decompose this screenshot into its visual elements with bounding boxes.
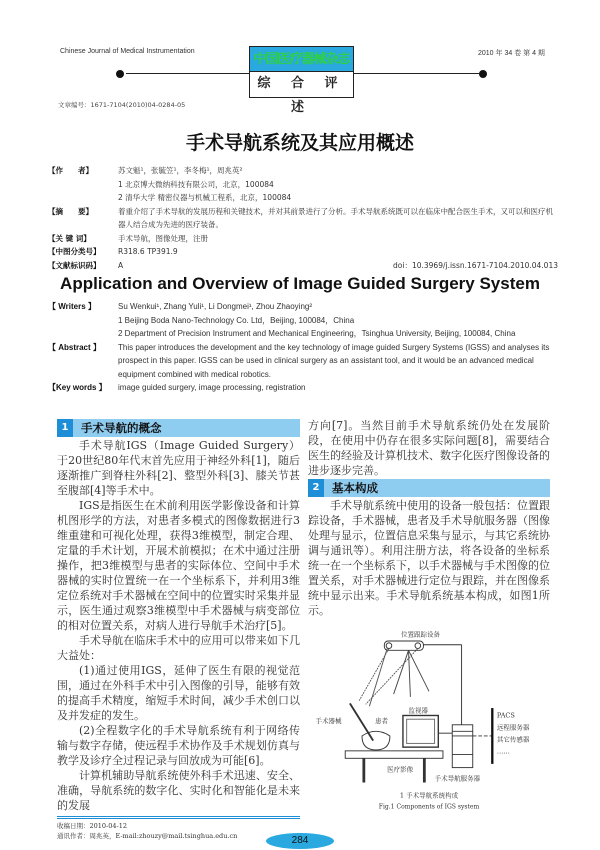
section-1-header — [57, 419, 300, 437]
keywords-en-label: 【Key words 】 — [48, 383, 107, 392]
operating-table — [345, 751, 443, 758]
footnote — [57, 821, 300, 841]
writers-label: 【 Writers 】 — [48, 302, 96, 311]
meta-cn — [48, 164, 558, 272]
title-cn: 手术导航系统及其应用概述 — [185, 132, 414, 154]
page-number: 284 — [266, 833, 334, 849]
paragraph: (2)全程数字化的手术导航系统有利于网络传输与数字存储，使远程手术协作及手术规划仿真与教学及诊疗全过程记录与回放成为可能[6]。 — [57, 724, 300, 767]
abstract-en: This paper introduces the development and the key technology of image guided Surgery Systems (IGSS) and analyses its prospect in this paper. IGSS can be used in clinical surgery as an assistant tool, and it would be an advanced medical equipment combined with medical robotics. — [118, 342, 550, 379]
label-sensors: 其它传感器 — [496, 735, 530, 744]
classification-label: 【中图分类号】 — [48, 247, 101, 256]
doc-code-label: 【文献标识码】 — [48, 260, 101, 270]
abstract-en-label: 【 Abstract 】 — [48, 342, 101, 352]
section-2-number: 2 — [308, 479, 324, 497]
footnote-rule — [57, 816, 300, 819]
keywords-en: image guided surgery, image processing, registration — [118, 383, 306, 392]
section-2-title: 基本构成 — [332, 480, 378, 495]
label-monitor: 监视器 — [408, 706, 429, 715]
meta-en — [48, 300, 558, 395]
affiliation-en-1: 1 Beijing Boda Nano-Technology Co. Ltd，Beijing, 100084，China — [118, 315, 355, 325]
doc-code: A — [118, 260, 124, 270]
journal-logo — [249, 46, 354, 115]
header-dot-left — [116, 70, 124, 78]
authors: 苏文魁¹，张毓笠¹，李冬梅¹，周兆英² — [118, 166, 243, 175]
paragraph: 计算机辅助导航系统使外科手术迅速、安全、准确，导航系统的数字化、实时化和智能化是未来的发展 — [57, 769, 300, 812]
surgical-instrument — [350, 703, 373, 740]
section-1-number: 1 — [57, 419, 73, 437]
label-remote: 远程服务器 — [496, 723, 530, 732]
paragraph-continued: 方向[7]。当然目前手术导航系统仍处在发展阶段，在使用中仍存在很多实际问题[8]，需要结合医生的经验及计算机技术、数字化医疗图像设备的进步逐步完善。 — [308, 419, 550, 477]
paragraph: 手术导航IGS（Image Guided Surgery）于20世纪80年代末首先应用于神经外科[1]，随后逐渐推广到脊柱外科[2]、整型外科[3]、膝关节甚至腹部[4]等手术中。 — [57, 439, 300, 497]
paragraph: 手术导航在临床手术中的应用可以带来如下几大益处： — [57, 634, 300, 662]
label-tracker: 位置跟踪设备 — [401, 630, 441, 639]
label-instrument: 手术器械 — [315, 716, 342, 725]
corresponding-author: 通讯作者：周兆英，E-mail:zhouzy@mail.tsinghua.edu.cn — [57, 832, 238, 840]
issue-info: 2010 年 34 卷 第 4 期 — [478, 50, 545, 57]
paragraph: 手术导航系统中使用的设备一般包括：位置跟踪设备，手术器械，患者及手术导航服务器（图像处理与显示，位置信息采集与显示，与其它系统协调与通讯等）。利用注册方法，将各设备的坐标系统一在一个坐标系下，以手术器械与手术图像的位置关系，对手术器械进行定位与跟踪，并在图像系统中显示出来。手术导航系统基本构成，如图1所示。 — [308, 499, 550, 617]
section-2-header — [308, 479, 550, 497]
received-date: 收稿日期：2010-04-12 — [57, 822, 127, 830]
left-column — [57, 418, 300, 841]
right-column — [308, 418, 550, 820]
abstract-label: 【摘 要】 — [48, 206, 93, 216]
abstract-cn: 着重介绍了手术导航的发展历程和关键技术，并对其前景进行了分析。手术导航系统既可以在临床中配合医生手术，又可以和医疗机器人结合成为先进的医疗装备。 — [118, 206, 553, 229]
figure-caption-cn: 1 手术导航系统构成 — [399, 791, 459, 800]
header-dot-right — [479, 70, 487, 78]
journal-name: Chinese Journal of Medical Instrumentation — [60, 48, 195, 55]
column-label: 综 合 评 述 — [257, 76, 346, 115]
paragraph: IGS是指医生在术前利用医学影像设备和计算机图形学的方法，对患者多模式的图像数据进行3维重建和可视化处理，获得3维模型，制定合理、定量的手术计划，开展术前模拟；在术中通过注册操作，把3维模型与患者的实际体位、空间中手术器械的实时位置统一在一个坐标系下，并利用3维定位系统对手术器械在空间中的位置实时采集并显示，医生通过观察3维模型中手术器械与病变部位的相对位置关系，对病人进行导航手术治疗[5]。 — [57, 499, 300, 632]
label-server: 手术导航服务器 — [434, 774, 481, 783]
affiliation-en-2: 2 Department of Precision Instrument and Mechanical Engineering，Tsinghua University, Beijing, 100084, China — [118, 329, 516, 338]
affiliation-2: 2 清华大学 精密仪器与机械工程系，北京，100084 — [118, 193, 292, 202]
monitor — [403, 715, 438, 747]
authors-label: 【作 者】 — [48, 166, 93, 175]
affiliation-1: 1 北京博大微纳科技有限公司，北京，100084 — [118, 179, 274, 189]
article-number: 文章编号：1671-7104(2010)04-0284-05 — [58, 101, 186, 109]
figure-caption-en: Fig.1 Components of IGS system — [378, 803, 480, 811]
label-pacs: PACS — [496, 711, 515, 720]
logo-text: 中国医疗器械杂志 — [250, 47, 353, 72]
classification: R318.6 TP391.9 — [118, 247, 178, 256]
doi: doi：10.3969/j.issn.1671-7104.2010.04.013 — [393, 260, 558, 270]
title-en: Application and Overview of Image Guided Surgery System — [60, 274, 540, 293]
label-more: …… — [496, 747, 510, 756]
keywords-label: 【关 键 词】 — [48, 233, 91, 243]
section-1-title: 手术导航的概念 — [81, 420, 162, 435]
keywords-cn: 手术导航，图像处理，注册 — [118, 233, 208, 243]
writers: Su Wenkui¹, Zhang Yuli¹, Li Dongmei¹, Zhou Zhaoying² — [118, 302, 313, 311]
label-patient: 患者 — [375, 716, 389, 725]
label-image: 医疗影像 — [387, 765, 414, 774]
figure-igs-components — [308, 624, 550, 820]
paragraph: (1)通过使用IGS，延伸了医生有限的视觉范围，通过在外科手术中引入图像的引导，能够有效的提高手术精度，缩短手术时间，减少手术创口以及并发症的发生。 — [57, 664, 300, 722]
